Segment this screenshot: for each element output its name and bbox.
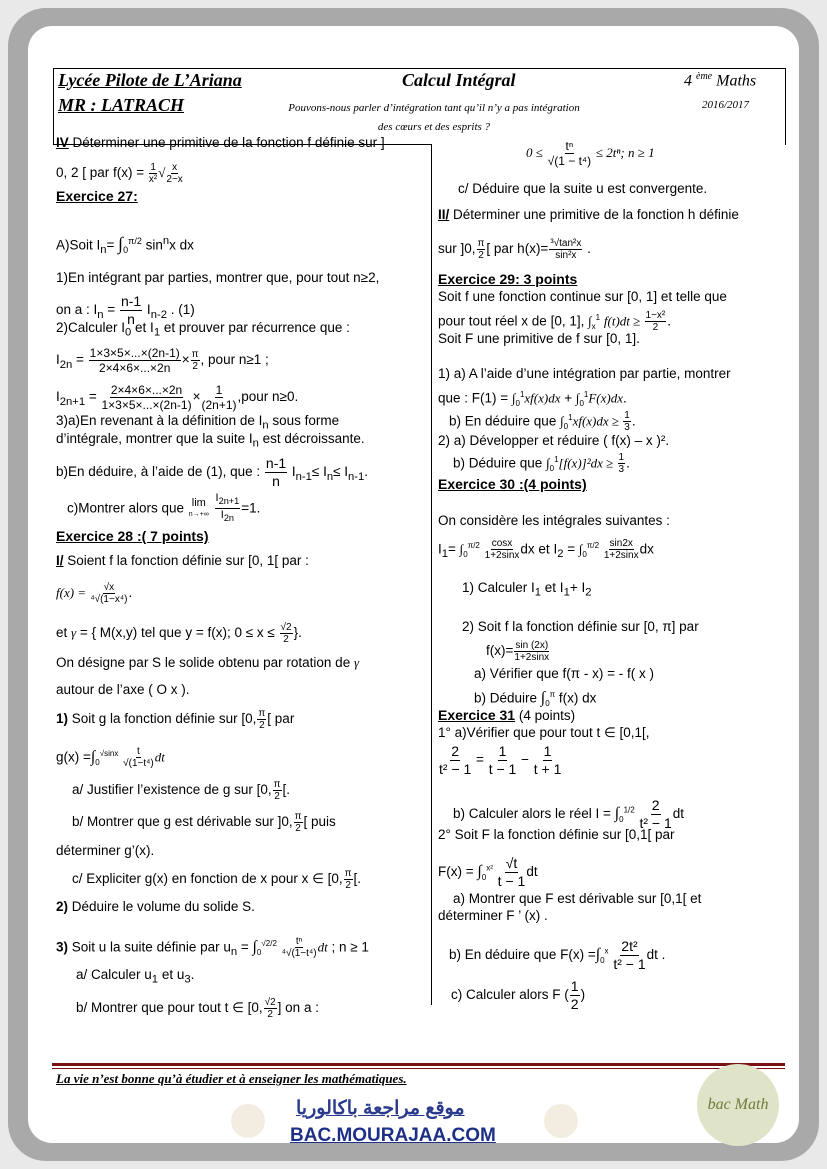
exercise-30-title: Exercice 30 :(4 points) — [438, 476, 587, 492]
ex30-integrals: $I_1= \int_0^{\pi/2}$ $\frac{\cos x}{1+2\sin x}$ dx et $I_2 = \int_0^{\pi/2}$ $\frac{\sin 2x}{1+2\sin x}$ dx — [438, 538, 654, 562]
ex31-2a: a) Montrer que F est dérivable sur [0,1[ et — [453, 891, 702, 906]
ex31-2: 2° Soit F la fonction définie sur [0,1[ par — [438, 827, 675, 842]
ex29-l3: Soit F une primitive de f sur [0, 1]. — [438, 331, 640, 346]
ex27-q1: 1)En intégrant par parties, montrer que, pour tout n≥2, — [56, 270, 380, 285]
ex29-q2b: b) Déduire que $\int_0^1[f(x)]^2dx$ ≥ $\frac{1}{3}$ . — [453, 452, 630, 476]
ex30-q2: 2) Soit f la fonction définie sur [0, π] par — [462, 619, 699, 634]
ex27-q1b: on a : $I_n$ = $\frac{n-1}{n}$ $I_{n-2}$ . (1) — [56, 293, 195, 327]
ex27-i2n1: $I_{2n+1}$ = $\frac{2\times 4\times 6\times...\times 2n}{1\times 3\times 5\times...\times(2n-1)}$ × $\frac{1}{(2n+1)}$ ,pour n≥0. — [56, 383, 299, 412]
bac-math-badge: bac Math — [697, 1064, 779, 1146]
ex29-q2a: 2) a) Développer et réduire ( f(x) – x )². — [438, 433, 670, 448]
ex30-a: a) Vérifier que f(π - x) = - f( x ) — [474, 666, 654, 681]
ex28-q1: 1) Soit g la fonction définie sur [0, $\frac{\pi}{2}$ [ par — [56, 708, 295, 731]
exercise-27-title: Exercice 27: — [56, 188, 138, 204]
ex31-2c: c) Calculer alors F ( $\frac{1}{2}$ ) — [451, 978, 586, 1012]
ex30-q1: 1) Calculer $I_1$ et $I_1+ I_2$ — [462, 580, 592, 599]
site-url[interactable]: BAC.MOURAJAA.COM — [290, 1125, 496, 1146]
ex27-i2n: $I_{2n}$ = $\frac{1\times 3\times 5\times...\times(2n-1)}{2\times 4\times 6\times...\times 2n}$ × $\frac{\pi}{2}$ , pour n≥1 ; — [56, 346, 269, 375]
ex28-q1b-line2: déterminer g’(x). — [56, 843, 155, 858]
ex27-q3a: 3)a)En revenant à la définition de $I_n$ sous forme — [56, 413, 340, 432]
ex28-q1c: c/ Expliciter g(x) en fonction de x pour x ∈ [0, $\frac{\pi}{2}$ [. — [72, 868, 362, 891]
footer-rule-thin — [52, 1068, 785, 1069]
footer-motto: La vie n’est bonne qu’à étudier et à enseigner les mathématiques. — [56, 1071, 407, 1086]
ex27-q3a-line2: d’intégrale, montrer que la suite $I_n$ est décroissante. — [56, 431, 365, 450]
ex29-q1a-line2: que : $F(1) = \int_0^1xf(x)dx + \int_0^1F(x)dx$. — [438, 390, 627, 409]
column-divider — [431, 144, 432, 1005]
ex30-intro: On considère les intégrales suivantes : — [438, 513, 670, 528]
ex27-q2: 2)Calculer $I_0$ et $I_1$ et prouver par récurrence que : — [56, 320, 350, 339]
teacher-name: MR : LATRACH — [58, 95, 185, 115]
ex31-2b: b) En déduire que $F(x) =\int_0^x$ $\frac{\text{2t²}}{\text{t² − 1}}$ dt . — [449, 938, 666, 972]
ex31-2a-line2: déterminer F ’ (x) . — [438, 908, 548, 923]
ex30-b: b) Déduire $\int_0^\pi$ f(x) dx — [474, 689, 597, 709]
ex31-identity: $\frac{2}{\text{t² − 1}}$ = $\frac{1}{t - 1}$ − $\frac{1}{t + 1}$ — [439, 743, 562, 777]
ex28-q3: 3) Soit u la suite définie par $u_n = \int_0^{√2/2}$ $\frac{\text{tⁿ}}{\text{⁴√(1−t⁴)}}$ dt ; n ≥ 1 — [56, 936, 369, 960]
ex28-q1a: a/ Justifier l’existence de g sur [0, $\frac{\pi}{2}$ [. — [72, 779, 291, 802]
header-box — [53, 68, 786, 145]
part-c: c/ Déduire que la suite u est convergente. — [458, 181, 708, 196]
class-level: 4 $^{ème}$ Maths — [684, 71, 757, 90]
ex27-q3b: b)En déduire, à l’aide de (1), que : $\frac{n-1}{n}$ $I_{n-1}\le I_n\le I_{n-1}$. — [56, 455, 369, 489]
header-quote: Pouvons-nous parler d’intégration tant qu’il n’y a pas intégration des cœurs et des esprits ? — [288, 102, 580, 133]
subject-title: Calcul Intégral — [402, 70, 516, 90]
ex28-f-def: f(x) = $\frac{√x}{\text{⁴√(1−x⁴)}}$ . — [56, 582, 133, 605]
ex28-q2: 2) Déduire le volume du solide S. — [56, 899, 255, 914]
ex28-axis: autour de l’axe ( O x ). — [56, 682, 190, 697]
part-iv-line2: 0, 2 [ par f(x) = $\frac{1}{\text{x²}}$ √ $\frac{x}{2-x}$ — [56, 162, 183, 185]
part-ii: II/ Déterminer une primitive de la fonction h définie — [438, 207, 739, 222]
exercise-28-title: Exercice 28 :( 7 points) — [56, 528, 209, 544]
school-name: Lycée Pilote de L’Ariana — [58, 70, 242, 90]
ex27-q3c: c)Montrer alors que lim n→+∞ $\frac{I_{2n+1}}{I_{2n}}$ =1. — [67, 492, 261, 524]
ex28-q3b: b/ Montrer que pour tout t ∈ [0, $\frac{√2}{2}$ ] on a : — [76, 997, 319, 1020]
ex31-1a: 1° a)Vérifier que pour tout t ∈ [0,1[, — [438, 725, 650, 740]
site-logo-icon — [231, 1104, 265, 1138]
ex29-q1a: 1) a) A l’aide d’une intégration par partie, montrer — [438, 366, 731, 381]
ex31-F-def: $F(x) = \int_0^{x^2}$ $\frac{√t}{t - 1}$ dt — [438, 855, 538, 889]
exercise-29-title: Exercice 29: 3 points — [438, 271, 578, 287]
part-iv: IV Déterminer une primitive de la fonction f définie sur ] — [56, 135, 385, 150]
ineq-un: 0 ≤ $\frac{\text{tⁿ}}{\text{√(1 − t⁴)}}$ ≤ 2tⁿ; n ≥ 1 — [526, 139, 655, 168]
ex29-l1: Soit f une fonction continue sur [0, 1] et telle que — [438, 289, 727, 304]
site-name-arabic[interactable]: موقع مراجعة باكالوريا — [296, 1098, 465, 1119]
ex28-solid: On désigne par S le solide obtenu par rotation de γ — [56, 655, 360, 670]
ex28-g-def: $g(x) =\int_0^{√sinx}$ $\frac{t}{\text{√(1−t⁴)}}$ dt — [56, 746, 165, 770]
school-year: 2016/2017 — [702, 99, 750, 111]
ex28-part-i: I/ Soient f la fonction définie sur [0, 1[ par : — [56, 553, 309, 568]
ex27-a: A)Soit $I_n= \int_0^{\pi/2}$ $\sin^nx$ dx — [56, 233, 194, 257]
ex29-q1b: b) En déduire que $\int_0^1xf(x)dx$ ≥ $\frac{1}{3}$ . — [449, 410, 636, 434]
ex30-fx: f(x)= $\frac{\sin (2x)}{1+2\sin x}$ — [486, 640, 550, 663]
footer-rule — [52, 1063, 785, 1066]
part-ii-line2: sur ]0, $\frac{\pi}{2}$ [ par h(x)= $\frac{\text{³√tan²x}}{\text{sin²x}}$ . — [438, 238, 591, 261]
ex28-q1b: b/ Montrer que g est dérivable sur ]0, $\frac{\pi}{2}$ [ puis — [72, 811, 336, 834]
ex31-1b: b) Calculer alors le réel $I = \int_0^{1/2}$ $\frac{2}{\text{t² − 1}}$ dt — [453, 797, 685, 831]
ex29-l2: pour tout réel x de [0, 1], $\int_x^1$ f(t)dt ≥ $\frac{\text{1−x²}}{2}$ . — [438, 310, 672, 334]
ex28-q3a: a/ Calculer $u_1$ et $u_3$. — [76, 967, 195, 986]
ex31-heading: Exercice 31 (4 points) — [438, 707, 576, 723]
ex28-gamma: et γ = { M(x,y) tel que y = f(x); 0 ≤ x ≤ $\frac{√2}{2}$ }. — [56, 622, 302, 645]
site-logo-icon-right — [544, 1104, 578, 1138]
